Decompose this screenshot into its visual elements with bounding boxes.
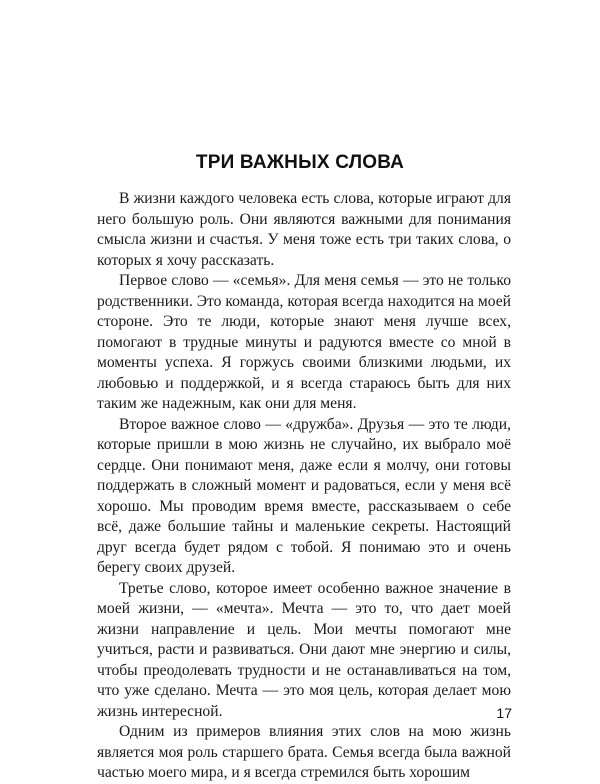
paragraph-2: Первое слово — «семья». Для меня семья — это не только родственники. Это команда, которая всегда находится на моей стороне. Это те люди, которые знают меня лучше всех, помогают в трудные минуты и радуются вместе со мной в моменты успеха. Я горжусь своими близкими людьми, их любовью и поддержкой, и я всегда стараюсь быть для них таким же надежным, как они для меня. bbox=[97, 272, 511, 412]
chapter-title: ТРИ ВАЖНЫХ СЛОВА bbox=[195, 152, 405, 173]
body-text bbox=[97, 189, 511, 784]
paragraph-1: В жизни каждого человека есть слова, которые играют для него большую роль. Они являются важными для понимания смысла жизни и счастья. У меня тоже есть три таких слова, о которых я хочу рассказать. bbox=[97, 190, 511, 269]
page-number: 17 bbox=[496, 705, 512, 721]
paragraph-4: Третье слово, которое имеет особенно важное значение в моей жизни, — «мечта». Мечта — это то, что дает моей жизни направление и цель. Мои мечты помогают мне учиться, расти и развиваться. Они дают мне энергию и силы, чтобы преодолевать трудности и не останавливаться на том, что уже сделано. Мечта — это моя цель, которая делает мою жизнь интересной. bbox=[97, 579, 511, 720]
paragraph-3: Второе важное слово — «дружба». Друзья — это те люди, которые пришли в мою жизнь не случайно, их выбрало моё сердце. Они понимают меня, даже если я молчу, они готовы поддержать в сложный момент и радоваться, если у меня всё хорошо. Мы проводим время вместе, рассказываем о себе всё, даже большие тайны и маленькие секреты. Настоящий друг всегда будет рядом с тобой. Я понимаю это и очень берегу своих друзей. bbox=[97, 415, 511, 576]
paragraph-5: Одним из примеров влияния этих слов на мою жизнь является моя роль старшего брата. Семья всегда была важной частью моего мира, и я всегда стремился быть хорошим bbox=[97, 723, 511, 781]
